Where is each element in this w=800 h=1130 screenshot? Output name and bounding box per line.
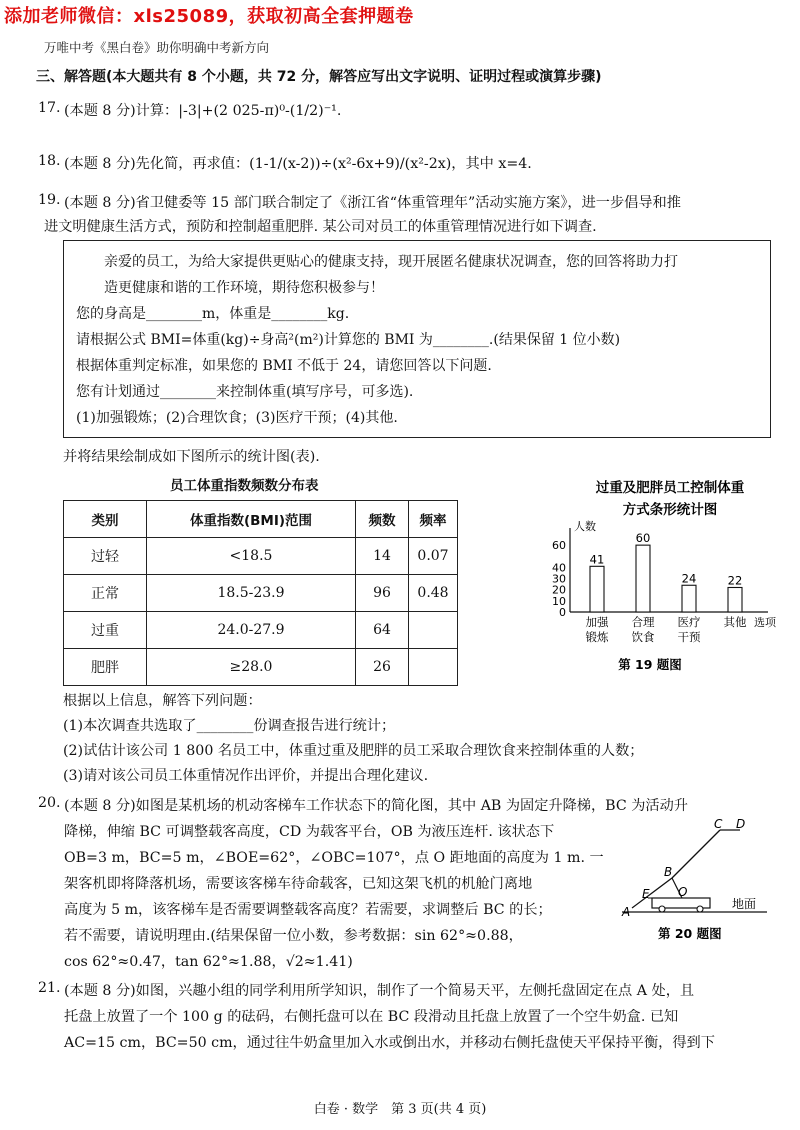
q20-line: 高度为 5 m，该客梯车是否需要调整载客高度？若需要，求调整后 BC 的长； <box>64 902 552 918</box>
y-tick-label: 20 <box>552 583 566 597</box>
stair-bc <box>672 830 720 878</box>
q20-number: 20. <box>38 795 61 811</box>
wheel <box>659 906 665 912</box>
fig20-caption: 第 20 题图 <box>658 926 722 941</box>
q21-number: 21. <box>38 980 61 996</box>
y-tick-label: 10 <box>552 594 566 608</box>
cell-frequency: 26 <box>356 649 409 686</box>
stair-truck-figure <box>612 816 772 946</box>
bar <box>636 545 650 612</box>
frequency-table <box>63 500 458 686</box>
cell-range: ≥28.0 <box>147 649 356 686</box>
table-row <box>64 575 458 612</box>
th-category: 类别 <box>64 501 147 538</box>
survey-line: 请根据公式 BMI=体重(kg)÷身高²(m²)计算您的 BMI 为________.(结果保留 1 位小数) <box>76 332 621 348</box>
survey-line: (1)加强锻炼；(2)合理饮食；(3)医疗干预；(4)其他. <box>76 410 398 426</box>
survey-line: 造更健康和谐的工作环境，期待您积极参与！ <box>104 280 384 296</box>
label-d: D <box>736 817 746 831</box>
bar-value-label: 60 <box>635 531 651 546</box>
chart-caption: 第 19 题图 <box>618 657 682 672</box>
q20-line: OB=3 m，BC=5 m，∠BOE=62°，∠OBC=107°，点 O 距地面的高度为 1 m. 一 <box>64 850 604 866</box>
cell-category: 过轻 <box>64 538 147 575</box>
cell-category: 肥胖 <box>64 649 147 686</box>
q19-questions-intro: 根据以上信息，解答下列问题： <box>63 693 262 709</box>
cell-rate: 0.48 <box>409 575 458 612</box>
cell-rate <box>409 612 458 649</box>
cell-range: 24.0-27.9 <box>147 612 356 649</box>
q18-number: 18. <box>38 153 61 169</box>
q19-sub-1: (1)本次调查共选取了________份调查报告进行统计； <box>63 718 396 734</box>
label-o: O <box>678 885 688 899</box>
x-tick-label: 饮食 <box>631 630 655 644</box>
cell-range: 18.5-23.9 <box>147 575 356 612</box>
chart-title: 过重及肥胖员工控制体重 <box>595 480 745 496</box>
q21-line: AC=15 cm，BC=50 cm，通过往牛奶盒里加入水或倒出水，并移动右侧托盘使天平保持平衡，得到下 <box>64 1035 715 1051</box>
q20-line: 架客机即将降落机场，需要该客梯车待命载客，已知这架飞机的机舱门离地 <box>64 876 533 892</box>
chart-title: 方式条形统计图 <box>622 502 718 518</box>
q21-line: 托盘上放置了一个 100 g 的砝码，右侧托盘可以在 BC 段滑动且托盘上放置了一个空牛奶盒. 已知 <box>64 1009 679 1025</box>
y-tick-label: 30 <box>552 572 566 586</box>
bar-value-label: 22 <box>727 573 743 588</box>
th-range: 体重指数(BMI)范围 <box>147 501 356 538</box>
bar <box>682 585 696 612</box>
survey-line: 亲爱的员工，为给大家提供更贴心的健康支持，现开展匿名健康状况调查，您的回答将助力打 <box>104 254 678 270</box>
label-b: B <box>664 865 673 879</box>
q19-line-1: (本题 8 分)省卫健委等 15 部门联合制定了《浙江省“体重管理年”活动实施方案》，进一步倡导和推 <box>64 195 681 211</box>
y-tick-label: 0 <box>559 606 566 619</box>
y-axis-label: 人数 <box>574 520 596 533</box>
q17-number: 17. <box>38 100 61 116</box>
bar-value-label: 41 <box>589 552 605 567</box>
survey-line: 根据体重判定标准，如果您的 BMI 不低于 24，请您回答以下问题. <box>76 358 492 374</box>
q20-line: (本题 8 分)如图是某机场的机动客梯车工作状态下的简化图，其中 AB 为固定升降梯，BC 为活动升 <box>64 798 688 814</box>
bar-chart <box>540 474 780 674</box>
x-tick-label: 医疗 <box>677 615 701 629</box>
bar <box>728 587 742 612</box>
label-a: A <box>622 905 631 919</box>
q19-number: 19. <box>38 192 61 208</box>
cell-frequency: 96 <box>356 575 409 612</box>
x-axis-label: 选项 <box>754 616 776 629</box>
th-frequency: 频数 <box>356 501 409 538</box>
section-heading: 三、解答题(本大题共有 8 个小题，共 72 分，解答应写出文字说明、证明过程或演算步骤) <box>36 69 602 85</box>
th-rate: 频率 <box>409 501 458 538</box>
label-ground: 地面 <box>732 897 757 911</box>
x-tick-label: 加强 <box>585 615 609 629</box>
q18-text: (本题 8 分)先化简，再求值：(1-1/(x-2))÷(x²-6x+9)/(x²-2x)，其中 x=4. <box>64 156 532 172</box>
cell-rate: 0.07 <box>409 538 458 575</box>
q19-after-box: 并将结果绘制成如下图所示的统计图(表). <box>63 449 320 465</box>
x-tick-label: 锻炼 <box>585 630 609 644</box>
page-footer: 白卷 · 数学 第 3 页(共 4 页) <box>313 1102 487 1117</box>
x-tick-label: 其他 <box>723 615 747 629</box>
survey-line: 您有计划通过________来控制体重(填写序号，可多选). <box>76 384 414 400</box>
label-e: E <box>642 887 650 901</box>
x-tick-label: 合理 <box>631 615 655 629</box>
table-row <box>64 612 458 649</box>
survey-box <box>63 240 771 438</box>
table-header-row <box>64 501 458 538</box>
table-title: 员工体重指数频数分布表 <box>170 478 319 494</box>
y-tick-label: 40 <box>552 561 566 575</box>
page-header: 万唯中考《黑白卷》助你明确中考新方向 <box>44 40 270 55</box>
q20-line: 降梯，伸缩 BC 可调整载客高度，CD 为载客平台，OB 为液压连杆. 该状态下 <box>64 824 555 840</box>
cell-category: 正常 <box>64 575 147 612</box>
q17-text: (本题 8 分)计算：|-3|+(2 025-π)⁰-(1/2)⁻¹. <box>64 103 342 119</box>
q20-line: 若不需要，请说明理由.(结果保留一位小数，参考数据：sin 62°≈0.88， <box>64 928 523 944</box>
q20-line: cos 62°≈0.47，tan 62°≈1.88，√2≈1.41) <box>64 954 353 970</box>
q19-sub-3: (3)请对该公司员工体重情况作出评价，并提出合理化建议. <box>63 768 429 784</box>
cell-rate <box>409 649 458 686</box>
bar <box>590 566 604 612</box>
q19-sub-2: (2)试估计该公司 1 800 名员工中，体重过重及肥胖的员工采取合理饮食来控制体重的人数； <box>63 743 644 759</box>
watermark-banner: 添加老师微信：xls25089，获取初高全套押题卷 <box>4 6 414 27</box>
q19-line-2: 进文明健康生活方式，预防和控制超重肥胖. 某公司对员工的体重管理情况进行如下调查. <box>44 219 597 235</box>
cell-frequency: 14 <box>356 538 409 575</box>
label-c: C <box>714 817 723 831</box>
cell-range: <18.5 <box>147 538 356 575</box>
y-tick-label: 60 <box>552 539 566 553</box>
x-tick-label: 干预 <box>677 630 701 644</box>
table-row <box>64 538 458 575</box>
bar-value-label: 24 <box>681 571 697 586</box>
table-row <box>64 649 458 686</box>
cell-frequency: 64 <box>356 612 409 649</box>
wheel <box>697 906 703 912</box>
q21-line: (本题 8 分)如图，兴趣小组的同学利用所学知识，制作了一个简易天平，左侧托盘固定在点 A 处，且 <box>64 983 695 999</box>
cell-category: 过重 <box>64 612 147 649</box>
survey-line: 您的身高是________m，体重是________kg. <box>76 306 350 322</box>
